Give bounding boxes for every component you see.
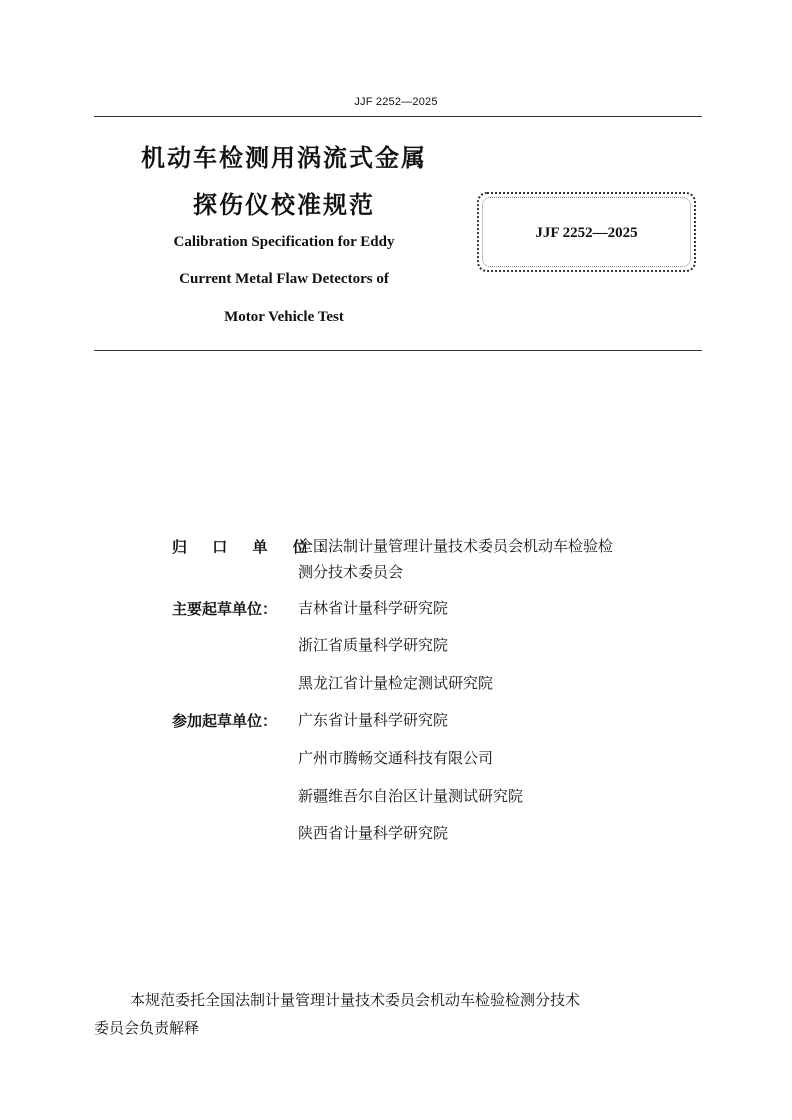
main-drafting-label: 主要起草单位： (172, 600, 278, 618)
title-bottom-rule (94, 350, 702, 351)
title-chinese-line-2: 探伤仪校准规范 (193, 191, 375, 219)
title-chinese-line-1: 机动车检测用涡流式金属 (141, 144, 427, 172)
centralized-unit-label: 归 口 单 位： (172, 538, 343, 556)
participating-drafting-label: 参加起草单位： (172, 712, 278, 730)
centralized-unit-line-1: 全国法制计量管理计量技术委员会机动车检验检 (298, 537, 614, 555)
participating-drafting-item: 广东省计量科学研究院 (298, 711, 449, 729)
title-english-line-2: Current Metal Flaw Detectors of (179, 271, 389, 287)
header-document-code: JJF 2252—2025 (354, 96, 438, 108)
centralized-unit-line-2: 测分技术委员会 (298, 563, 404, 581)
code-box-text: JJF 2252—2025 (535, 225, 638, 241)
header-rule (94, 116, 702, 117)
main-drafting-item: 浙江省质量科学研究院 (298, 636, 449, 654)
document-code-box (477, 192, 696, 272)
participating-drafting-item: 广州市腾畅交通科技有限公司 (298, 749, 494, 767)
interpretation-note-line-2: 委员会负责解释 (94, 1019, 200, 1037)
participating-drafting-item: 陕西省计量科学研究院 (298, 824, 449, 842)
main-drafting-item: 黑龙江省计量检定测试研究院 (298, 674, 494, 692)
main-drafting-item: 吉林省计量科学研究院 (298, 599, 449, 617)
interpretation-note-line-1: 本规范委托全国法制计量管理计量技术委员会机动车检验检测分技术 (130, 991, 581, 1009)
participating-drafting-item: 新疆维吾尔自治区计量测试研究院 (298, 787, 524, 805)
title-english-line-1: Calibration Specification for Eddy (173, 234, 395, 250)
title-english-line-3: Motor Vehicle Test (224, 309, 344, 325)
